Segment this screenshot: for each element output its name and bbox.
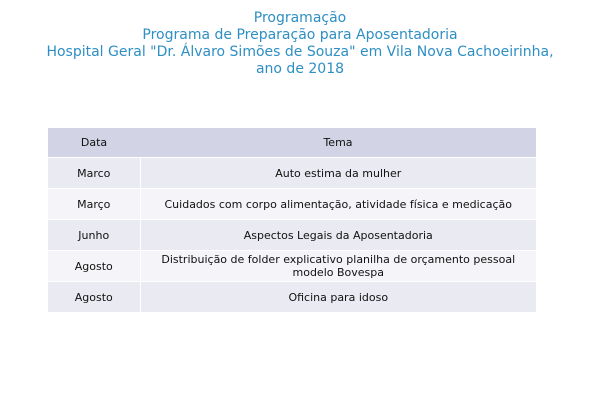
row-theme: Distribuição de folder explicativo planilha de orçamento pessoal modelo Bovespa xyxy=(140,251,536,282)
row-theme: Aspectos Legais da Aposentadoria xyxy=(140,220,536,251)
row-theme: Auto estima da mulher xyxy=(140,158,536,189)
row-date: Junho xyxy=(48,220,140,251)
row-date: Agosto xyxy=(48,251,140,282)
table-row xyxy=(48,220,536,251)
header-theme: Tema xyxy=(140,128,536,158)
table-header-row xyxy=(48,128,536,158)
row-date: Março xyxy=(48,189,140,220)
table-row xyxy=(48,189,536,220)
header-date: Data xyxy=(48,128,140,158)
row-date: Agosto xyxy=(48,282,140,313)
row-theme: Oficina para idoso xyxy=(140,282,536,313)
row-theme: Cuidados com corpo alimentação, atividade física e medicação xyxy=(140,189,536,220)
schedule-table xyxy=(48,128,536,313)
table-row xyxy=(48,251,536,282)
title-line-2: Programa de Preparação para Aposentadoria xyxy=(142,27,458,43)
title-line-3: Hospital Geral "Dr. Álvaro Simões de Souza" em Vila Nova Cachoeirinha, xyxy=(46,44,554,60)
table-row xyxy=(48,158,536,189)
title-line-1: Programação xyxy=(253,10,347,26)
row-date: Marco xyxy=(48,158,140,189)
title-line-4: ano de 2018 xyxy=(255,61,345,77)
title-block xyxy=(0,10,600,78)
table-row xyxy=(48,282,536,313)
